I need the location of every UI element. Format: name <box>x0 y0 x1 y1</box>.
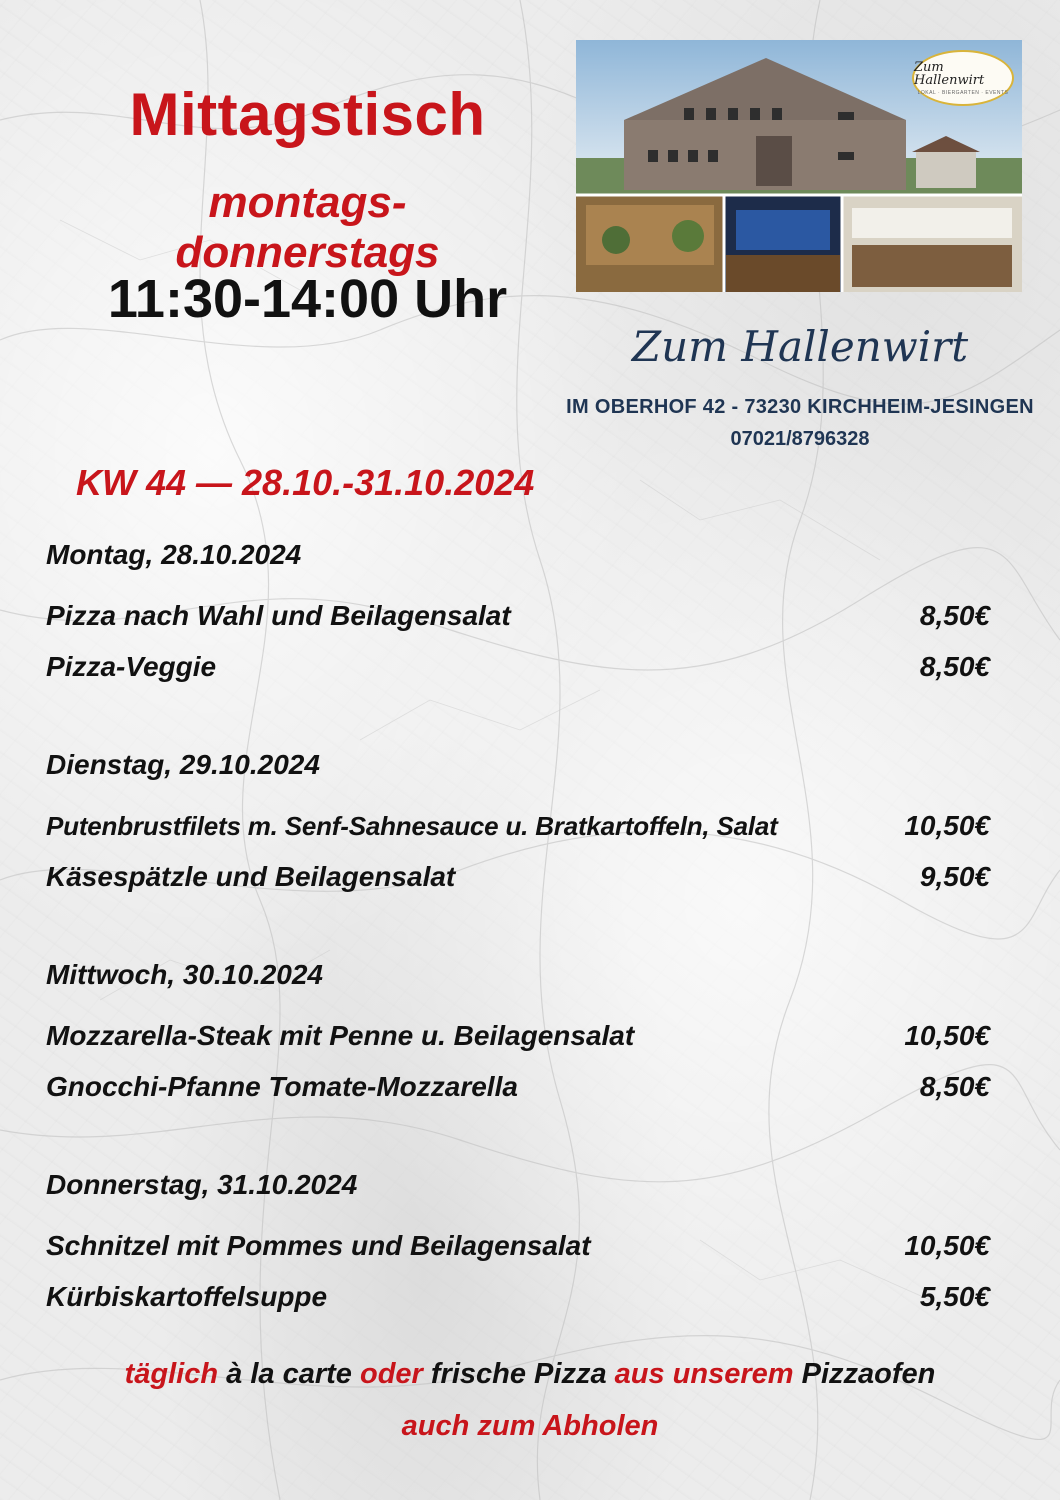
menu-day-wednesday <box>46 950 990 1160</box>
footer-takeaway: auch zum Abholen <box>401 1410 659 1442</box>
dish-price: 10,50€ <box>904 1020 990 1051</box>
page-title: Mittagstisch <box>129 81 486 148</box>
week-range: KW 44 — 28.10.-31.10.2024 <box>76 462 535 503</box>
menu-item <box>46 1010 990 1061</box>
menu-item <box>46 1061 990 1112</box>
footer-word: täglich <box>124 1358 219 1390</box>
menu-item <box>46 641 990 692</box>
dish-price: 8,50€ <box>919 651 990 682</box>
day-title: Mittwoch, 30.10.2024 <box>46 959 324 990</box>
day-title: Montag, 28.10.2024 <box>46 539 302 570</box>
menu-item <box>46 1271 990 1322</box>
dish-price: 8,50€ <box>919 600 990 631</box>
logo-name: Zum Hallenwirt <box>914 59 985 88</box>
menu-item <box>46 851 990 902</box>
restaurant-phone: 07021/8796328 <box>730 428 870 450</box>
menu-day-thursday <box>46 1160 990 1370</box>
menu-day-tuesday <box>46 740 990 950</box>
menu-day-monday <box>46 530 990 740</box>
footer-daily-offer <box>0 1358 1060 1391</box>
day-title: Dienstag, 29.10.2024 <box>46 749 320 780</box>
day-title: Donnerstag, 31.10.2024 <box>46 1169 358 1200</box>
logo-tagline: LOKAL · BIERGARTEN · EVENTS <box>917 89 1009 96</box>
restaurant-name: Zum Hallenwirt <box>631 322 969 371</box>
dish-price: 10,50€ <box>904 810 990 841</box>
menu-item <box>46 1220 990 1271</box>
dish-price: 10,50€ <box>904 1230 990 1261</box>
days-subtitle: montags-donnerstags <box>175 178 440 277</box>
opening-time: 11:30-14:00 Uhr <box>107 269 508 329</box>
footer-word: aus unserem <box>614 1358 794 1390</box>
dish-name: Schnitzel mit Pommes und Beilagensalat <box>46 1230 591 1261</box>
hallenwirt-logo <box>912 50 1014 106</box>
footer-word: Pizzaofen <box>801 1358 936 1390</box>
dish-name: Pizza nach Wahl und Beilagensalat <box>46 600 511 631</box>
dish-name: Putenbrustfilets m. Senf-Sahnesauce u. Bratkartoffeln, Salat <box>46 811 778 841</box>
dish-price: 9,50€ <box>919 861 990 892</box>
dish-name: Pizza-Veggie <box>46 651 217 682</box>
footer-word: oder <box>359 1358 423 1390</box>
restaurant-address: IM OBERHOF 42 - 73230 KIRCHHEIM-JESINGEN <box>566 396 1034 418</box>
menu-item <box>46 590 990 641</box>
dish-name: Mozzarella-Steak mit Penne u. Beilagensalat <box>46 1020 635 1051</box>
restaurant-photo-collage <box>576 40 1022 292</box>
dish-name: Kürbiskartoffelsuppe <box>46 1281 328 1312</box>
footer-word: à la carte <box>226 1358 352 1390</box>
menu <box>46 530 990 1370</box>
menu-item <box>46 800 990 851</box>
dish-price: 8,50€ <box>919 1071 990 1102</box>
dish-name: Gnocchi-Pfanne Tomate-Mozzarella <box>46 1071 518 1102</box>
dish-price: 5,50€ <box>919 1281 990 1312</box>
dish-name: Käsespätzle und Beilagensalat <box>46 861 456 892</box>
footer-word: frische Pizza <box>430 1358 607 1390</box>
